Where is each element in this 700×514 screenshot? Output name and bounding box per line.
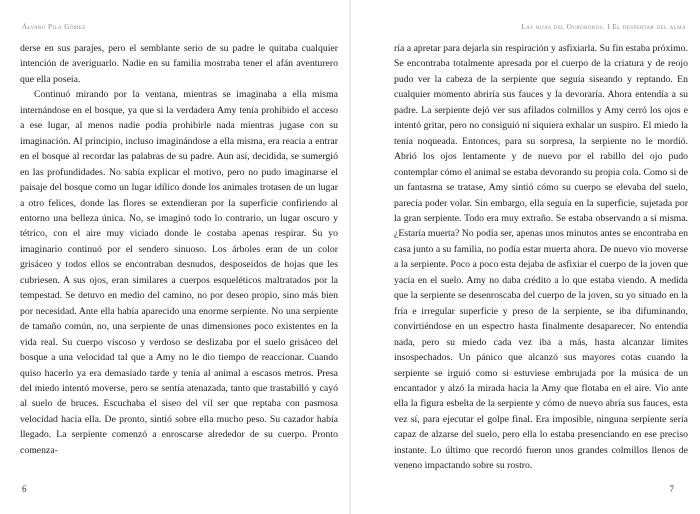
paragraph: derse en sus parajes, pero el semblante serio de su padre le quitaba cualquier intención de averiguarlo. Nadie en su familia mostraba tener el afán aventurero que ella poseía. <box>20 43 338 85</box>
left-page-body <box>20 41 338 458</box>
paragraph: ría a apretar para dejarla sin respiración y asfixiarla. Su fin estaba próximo. Se encontraba totalmente apresada por el cuerpo de la criatura y de reojo pudo ver la cabeza de la serpiente que seguía siseando y reptando. En cualquier momento abriría sus fauces y la devoraría. Ahora entendía a su padre. La serpiente dejó ver sus afilados colmillos y Amy cerró los ojos e intentó gritar, pero no consiguió ni siquiera exhalar un suspiro. El miedo la tenía noqueada. Entonces, para su sorpresa, la serpiente no le mordió. Abrió los ojos lentamente y de nuevo por el rabillo del ojo pudo contemplar cómo el animal se estaba devorando su propia cola. Como si de un fantasma se tratase, Amy sintió cómo su cuerpo se elevaba del suelo, parecía poder volar. Sin embargo, ella seguía en la superficie, sujetada por la gran serpiente. Todo era muy extraño. Se estaba observando a sí misma. ¿Estaría muerta? No podía ser, apenas unos minutos antes se encontraba en casa junto a su familia, no podía estar muerta ahora. De nuevo vio moverse a la serpiente. Poco a poco esta dejaba de asfixiar el cuerpo de la joven que yacía en el suelo. Amy no daba crédito a lo que estaba viendo. A medida que la serpiente se desenroscaba del cuerpo de la joven, su yo situado en la fría e irregular superficie y preso de la serpiente, se iba difuminando, convirtiéndose en un espectro hasta finalmente desaparecer. No entendía nada, pero su miedo cada vez iba a más, hasta alcanzar límites insospechados. Un pánico que alcanzó sus mayores cotas cuando la serpiente se irguió como si estuviese embrujada por la música de un encantador y alzó la mirada hacia la Amy que flotaba en el aire. Vio ante ella la figura esbelta de la serpiente y cómo de nuevo abría sus fauces, esta vez sí, para ejecutar el golpe final. Era imposible, ninguna serpiente sería capaz de alzarse del suelo, pero ella lo estaba presenciando en ese preciso instante. Lo último que recordó fueron unos grandes colmillos llenos de veneno impactando sobre su rostro. <box>394 43 688 472</box>
page-number-right: 7 <box>669 484 674 494</box>
running-head-author: Álvaro Pila Gómez <box>22 22 86 31</box>
right-page <box>350 0 700 514</box>
page-number-left: 6 <box>22 484 27 494</box>
paragraph: Continuó mirando por la ventana, mientras se imaginaba a ella misma internándose en el bosque, ya que si la verdadera Amy tenía prohibido el acceso a ese lugar, al menos nadie podía prohibirle nada mientras jugase con su imaginación. Al principio, incluso imaginándose a ella misma, era reacia a entrar en el bosque al recordar las palabras de su padre. Aun así, decidida, se sumergió en las profundidades. No sabía explicar el motivo, pero no pudo imaginarse el paisaje del bosque como un lugar idílico donde los animales trotasen de un lugar a otro felices, donde las flores se extendieran por la superficie confiriendo al entorno una belleza única. No, se imaginó todo lo contrario, un lugar oscuro y tétrico, con el aire muy viciado donde le costaba apenas respirar. Su yo imaginario continuó por el sendero sinuoso. Los árboles eran de un color grisáceo y todos ellos se encontraban desnudos, desposeídos de hojas que les cubriesen. A sus ojos, eran similares a cuerpos esqueléticos maltratados por la tempestad. Se detuvo en medio del camino, no por deseo propio, sino más bien por necesidad. Ante ella había aparecido una enorme serpiente. No una serpiente de tamaño común, no, una serpiente de unas dimensiones poco existentes en la vida real. Su cuerpo viscoso y verdoso se deslizaba por el suelo grisáceo del bosque a una velocidad tal que a Amy no le dio tiempo de reaccionar. Cuando quiso hacerlo ya era demasiado tarde y tenía al animal a escasos metros. Presa del miedo intentó moverse, pero se sentía atenazada, tanto que trastabilló y cayó al suelo de bruces. Escuchaba el siseo del vil ser que reptaba con pasmosa velocidad hacia ella. De pronto, sintió sobre ella mucho peso. Su cazador había llegado. La serpiente comenzó a enroscarse alrededor de su cuerpo. Pronto comenza- <box>20 89 338 456</box>
running-head-title: Las hijas del Ouroboros. I El despertar del alma <box>521 22 686 31</box>
right-page-body <box>394 41 688 474</box>
